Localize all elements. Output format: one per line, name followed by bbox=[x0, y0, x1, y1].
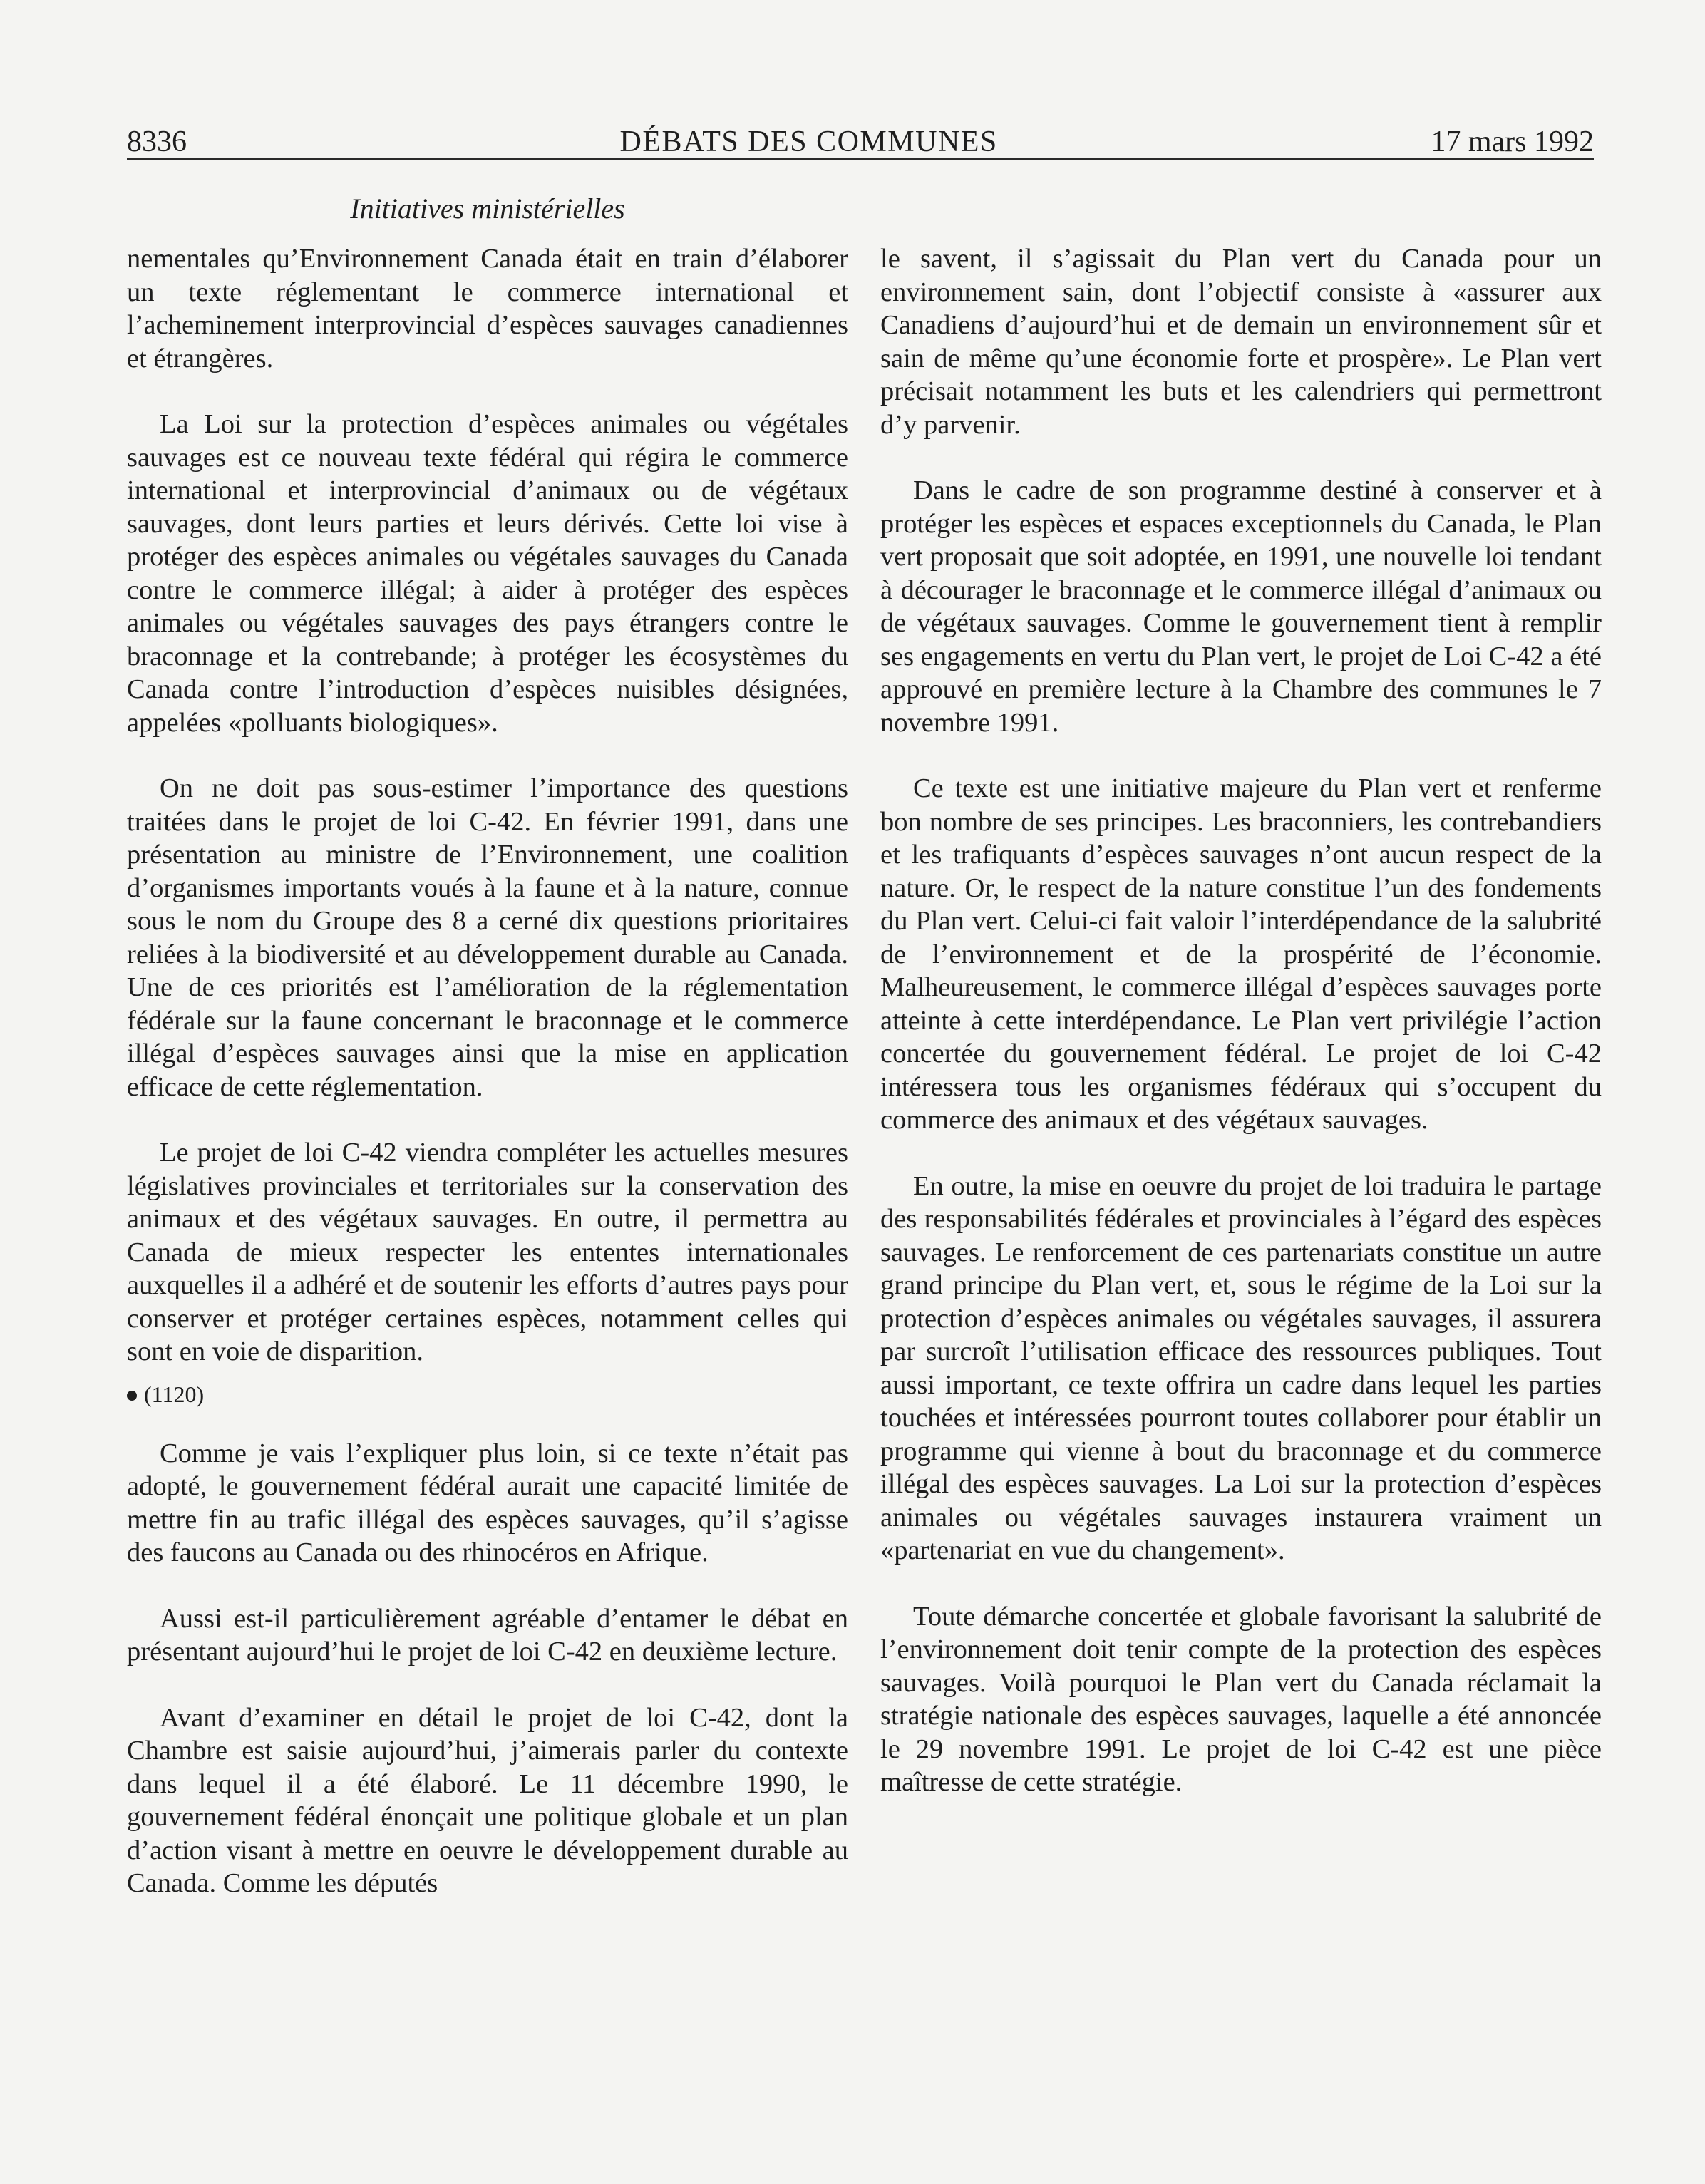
publication-title: DÉBATS DES COMMUNES bbox=[619, 125, 998, 158]
page-number: 8336 bbox=[127, 125, 187, 158]
paragraph: le savent, il s’agissait du Plan vert du Canada pour un environnement sain, dont l’objectif consiste à «assurer aux Canadiens d’aujourd’hui et de demain un environnement sûr et sain de même qu’une économie forte et prospère». Le Plan vert précisait notamment les buts et les calendriers qui permettront d’y parvenir. bbox=[880, 244, 1602, 440]
page-header bbox=[127, 113, 1594, 157]
paragraph: Toute démarche concertée et globale favorisant la salubrité de l’environnement doit tenir compte de la protection des espèces sauvages. Voilà pourquoi le Plan vert du Canada réclamait la stratégie nationale des espèces sauvages, laquelle a été annoncée le 29 novembre 1991. Le projet de loi C-42 est une pièce maîtresse de cette stratégie. bbox=[880, 1601, 1602, 1797]
time-marker bbox=[127, 1380, 848, 1408]
paragraph: En outre, la mise en oeuvre du projet de loi traduira le partage des responsabilités fédérales et provinciales à l’égard des espèces sauvages. Le renforcement de ces partenariats constitue un autre grand principe du Plan vert, et, sous le régime de la Loi sur la protection d’espèces animales ou végétales sauvages, il assurera par surcroît l’utilisation efficace des ressources publiques. Tout aussi important, ce texte offrira un cadre dans lequel les parties touchées et intéressées pourront toutes collaborer pour établir un programme qui vienne à bout du braconnage et du commerce illégal des espèces sauvages. La Loi sur la protection d’espèces animales ou végétales sauvages instaurera vraiment un «partenariat en vue du changement». bbox=[880, 1170, 1602, 1565]
paragraph: Dans le cadre de son programme destiné à conserver et à protéger les espèces et espaces exceptionnels du Canada, le Plan vert proposait que soit adoptée, en 1991, une nouvelle loi tendant à décourager le braconnage et le commerce illégal d’animaux ou de végétaux sauvages. Comme le gouvernement tient à remplir ses engagements en vertu du Plan vert, le projet de Loi C-42 a été approuvé en première lecture à la Chambre des communes le 7 novembre 1991. bbox=[880, 475, 1602, 738]
paragraph: Ce texte est une initiative majeure du Plan vert et renferme bon nombre de ses principes. Les braconniers, les contrebandiers et les trafiquants d’espèces sauvages n’ont aucun respect de la nature. Or, le respect de la nature constitue l’un des fondements du Plan vert. Celui-ci fait valoir l’interdépendance de la salubrité de l’environnement et de la prospérité de l’économie. Malheureusement, le commerce illégal d’espèces sauvages porte atteinte à cette interdépendance. Le Plan vert privilégie l’action concertée du gouvernement fédéral. Le projet de loi C-42 intéressera tous les organismes fédéraux qui s’occupent du commerce des animaux et des végétaux sauvages. bbox=[880, 773, 1602, 1135]
left-column bbox=[127, 242, 848, 1933]
paragraph: Le projet de loi C-42 viendra compléter les actuelles mesures législatives provinciales et territoriales sur la conservation des animaux et des végétaux sauvages. En outre, il permettra au Canada de mieux respecter les ententes internationales auxquelles il a adhéré et de soutenir les efforts d’autres pays pour conserver et protéger certaines espèces, notamment celles qui sont en voie de disparition. bbox=[127, 1138, 848, 1366]
paragraph: Aussi est-il particulièrement agréable d’entamer le débat en présentant aujourd’hui le projet de loi C-42 en deuxième lecture. bbox=[127, 1603, 848, 1667]
section-label: Initiatives ministérielles bbox=[350, 192, 625, 225]
paragraph: Comme je vais l’expliquer plus loin, si ce texte n’était pas adopté, le gouvernement fédéral aurait une capacité limitée de mettre fin au trafic illégal des espèces sauvages, qu’il s’agisse des faucons au Canada ou des rhinocéros en Afrique. bbox=[127, 1438, 848, 1567]
paragraph: nementales qu’Environnement Canada était en train d’élaborer un texte réglementant le commerce international et l’acheminement interprovincial d’espèces sauvages canadiennes et étrangères. bbox=[127, 244, 848, 374]
paragraph: On ne doit pas sous-estimer l’importance des questions traitées dans le projet de loi C-42. En février 1991, dans une présentation au ministre de l’Environnement, une coalition d’organismes importants voués à la faune et à la nature, connue sous le nom du Groupe des 8 a cerné dix questions prioritaires reliées à la biodiversité et au développement durable au Canada. Une de ces priorités est l’amélioration de la réglementation fédérale sur la faune concernant le braconnage et le commerce illégal d’espèces sauvages ainsi que la mise en application efficace de cette réglementation. bbox=[127, 773, 848, 1102]
paragraph: La Loi sur la protection d’espèces animales ou végétales sauvages est ce nouveau texte fédéral qui régira le commerce international et interprovincial d’animaux ou de végétaux sauvages, dont leurs parties et leurs dérivés. Cette loi vise à protéger des espèces animales ou végétales sauvages du Canada contre le commerce illégal; à aider à protéger des espèces animales ou végétales sauvages des pays étrangers contre le braconnage et la contrebande; à protéger les écosystèmes du Canada contre l’introduction d’espèces nuisibles désignées, appelées «polluants biologiques». bbox=[127, 409, 848, 738]
bullet-icon bbox=[127, 1391, 137, 1401]
right-column bbox=[880, 242, 1602, 1832]
header-rule bbox=[127, 158, 1594, 160]
time-marker-text: (1120) bbox=[144, 1381, 205, 1407]
publication-date: 17 mars 1992 bbox=[1431, 125, 1594, 158]
paragraph: Avant d’examiner en détail le projet de loi C-42, dont la Chambre est saisie aujourd’hui, j’aimerais parler du contexte dans lequel il a été élaboré. Le 11 décembre 1990, le gouvernement fédéral énonçait une politique globale et un plan d’action visant à mettre en oeuvre le développement durable au Canada. Comme les députés bbox=[127, 1702, 848, 1898]
